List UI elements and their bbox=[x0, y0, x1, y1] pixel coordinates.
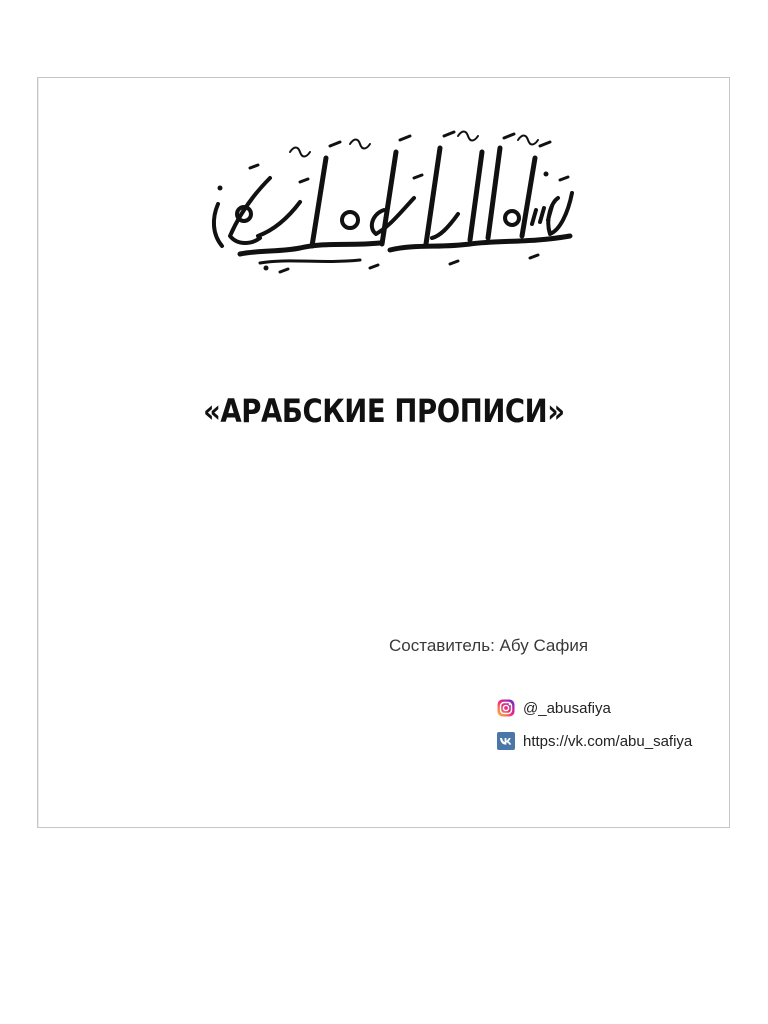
basmala-calligraphy bbox=[200, 118, 580, 278]
author-line: Составитель: Абу Сафия bbox=[389, 636, 589, 655]
vk-link[interactable]: https://vk.com/abu_safiya bbox=[523, 732, 693, 750]
document-title: «АРАБСКИЕ ПРОПИСИ» bbox=[203, 392, 565, 430]
instagram-handle[interactable]: @_abusafiya bbox=[523, 699, 611, 717]
instagram-icon bbox=[497, 699, 515, 717]
vk-contact[interactable] bbox=[497, 732, 692, 750]
vk-icon bbox=[497, 732, 515, 750]
instagram-contact[interactable] bbox=[497, 699, 611, 717]
